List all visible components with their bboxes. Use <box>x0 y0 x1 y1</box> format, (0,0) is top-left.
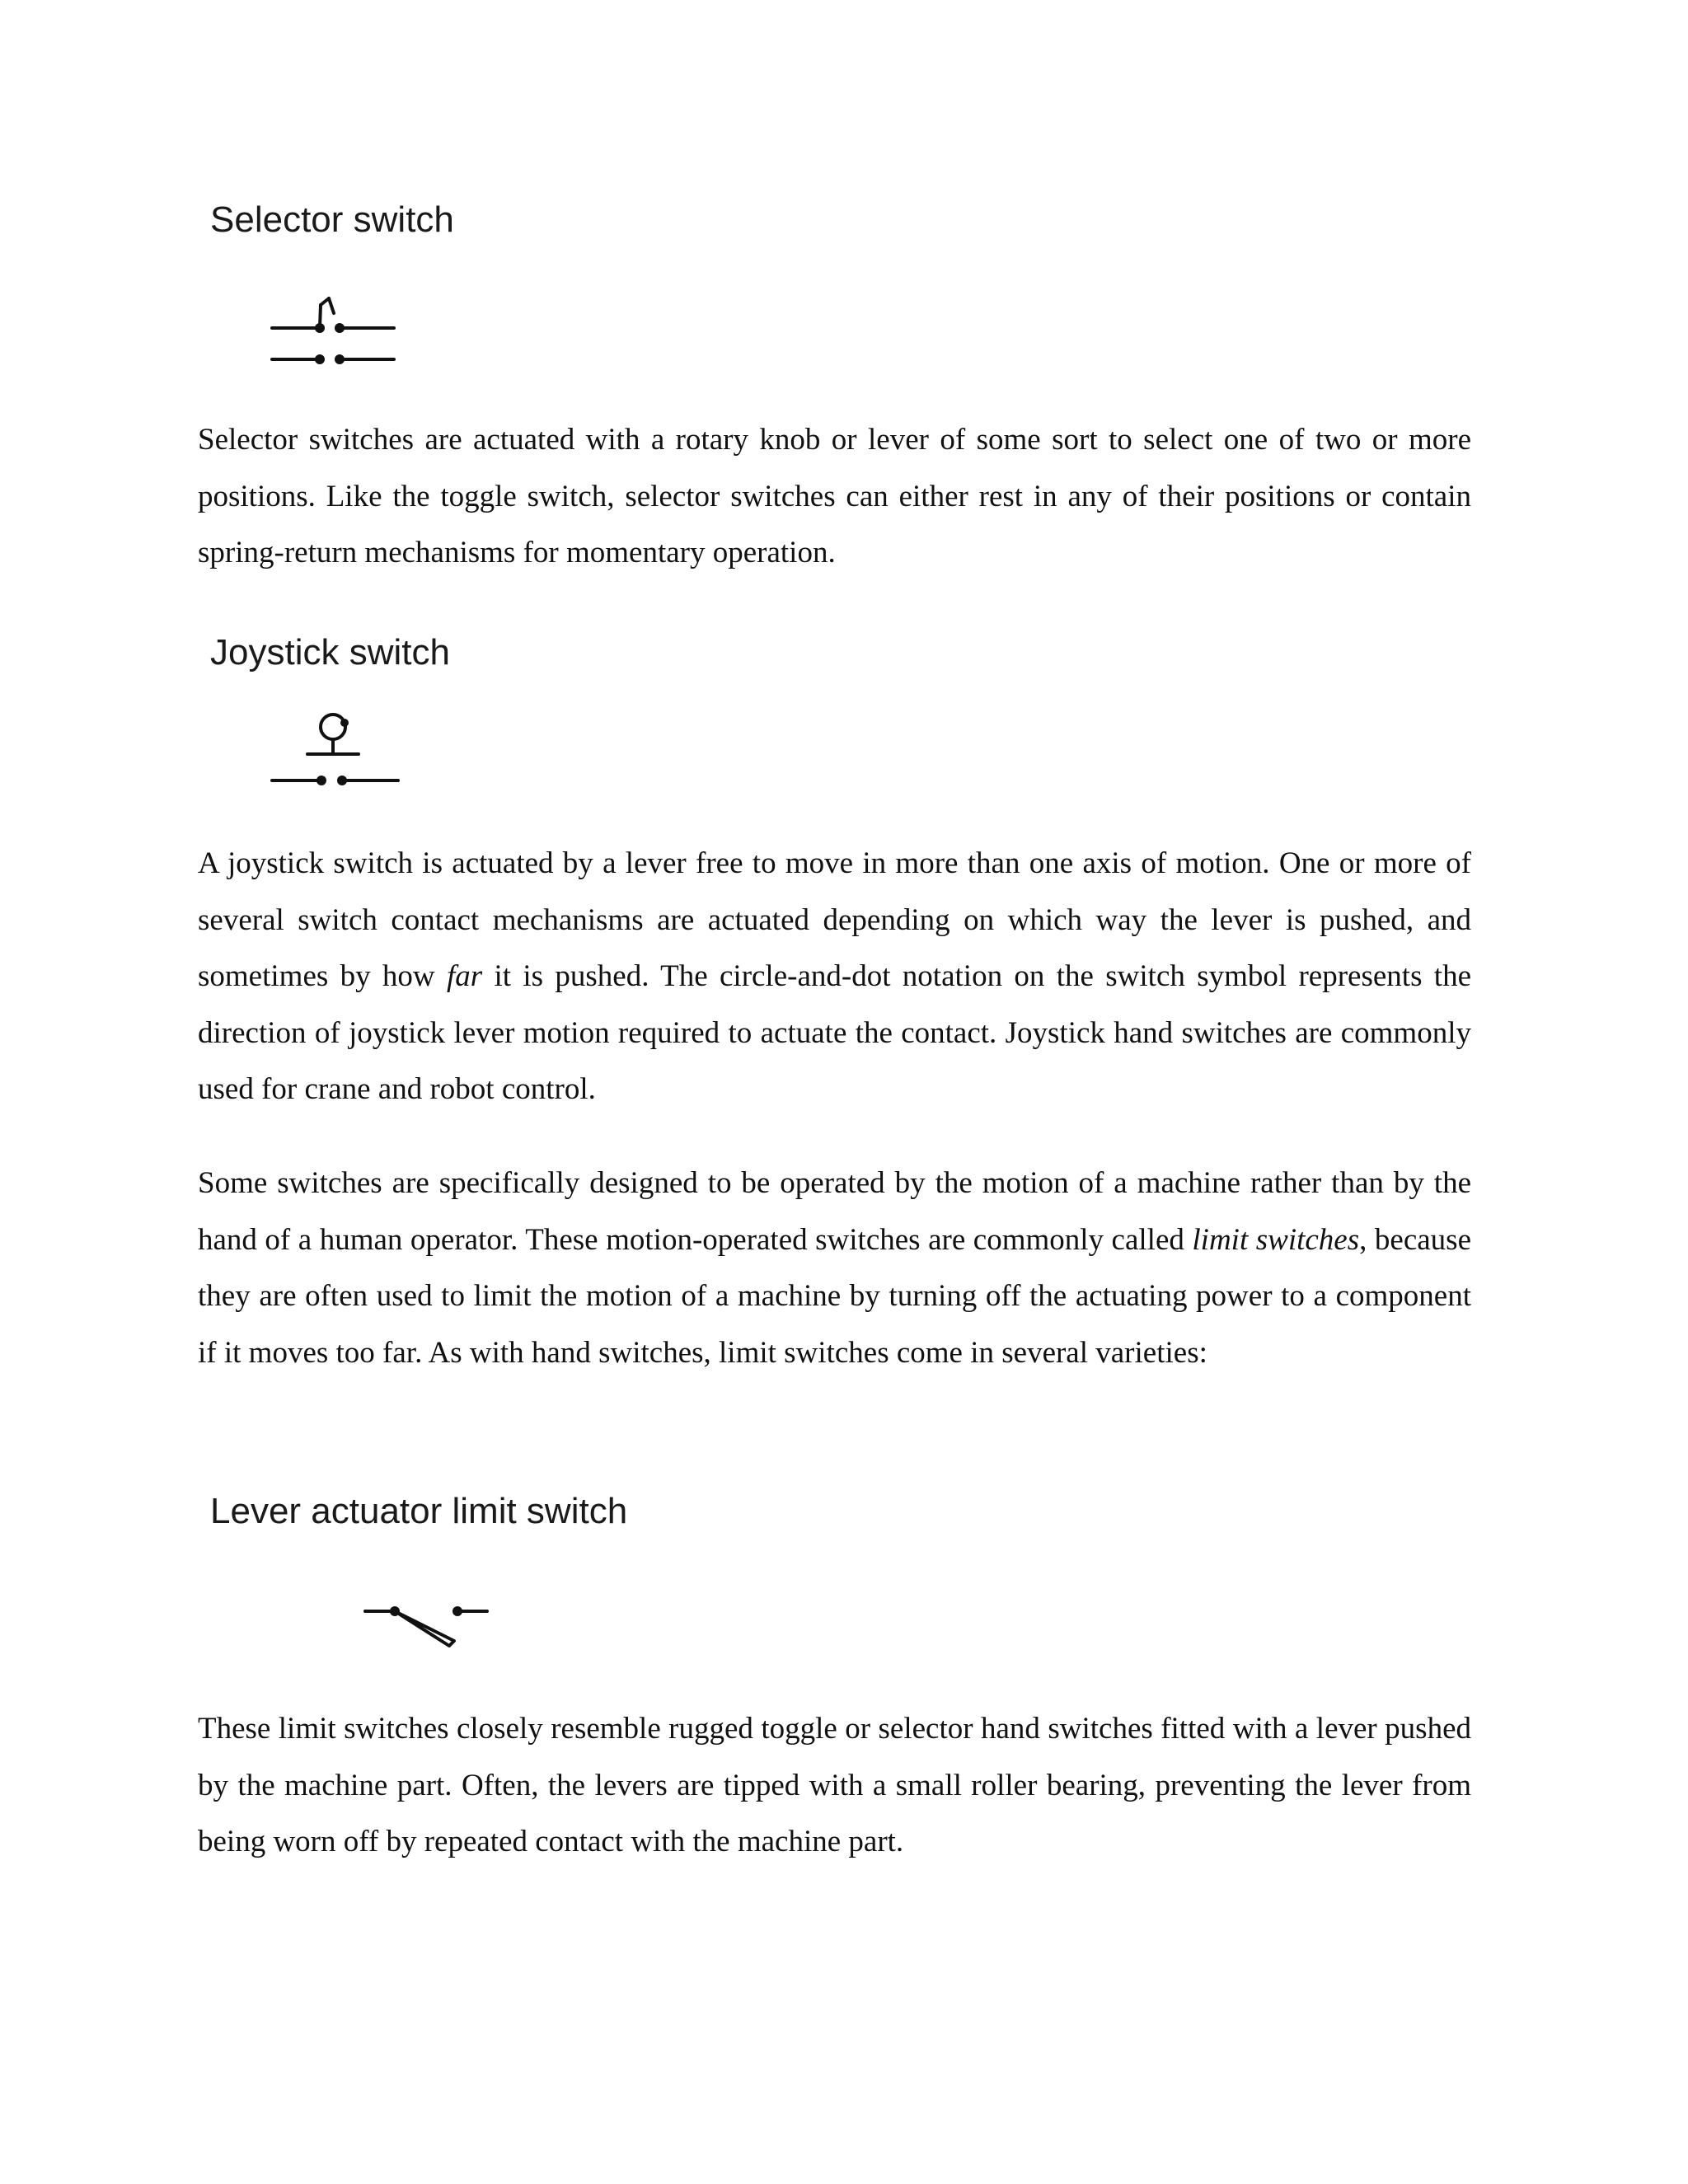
joystick-switch-heading: Joystick switch <box>210 632 450 673</box>
selector-switch-symbol-icon <box>260 288 408 371</box>
selector-switch-paragraph: Selector switches are actuated with a rotary knob or lever of some sort to select one of two or more positions. Like the toggle switch, selector switches can either rest in any of their positions or contain spring-return mechanisms for momentary operation. <box>198 423 1471 569</box>
joystick-paragraph-text-2: it is pushed. The circle-and-dot notation on the switch symbol represents the direction of joystick lever motion required to actuate the contact. Joystick hand switches are commonly used for crane and robot control. <box>198 959 1472 1106</box>
limit-intro-emphasis: limit switches <box>1192 1222 1360 1257</box>
lever-actuator-limit-switch-symbol-icon <box>350 1595 499 1661</box>
limit-intro-text-2: , because they are often used to limit the motion of a machine by turning off the actuating power to a component if it moves too far. As with hand switches, limit switches come in several varieties: <box>198 1222 1471 1370</box>
joystick-paragraph-emphasis: far <box>446 959 483 993</box>
lever-actuator-limit-switch-paragraph: These limit switches closely resemble rugged toggle or selector hand switches fitted with a lever pushed by the machine part. Often, the levers are tipped with a small roller bearing, preventing the lever from being worn off by repeated contact with the machine part. <box>198 1712 1471 1858</box>
limit-intro-text-1: Some switches are specifically designed to be operated by the motion of a machine rather than by the hand of a human operator. These motion-operated switches are commonly called <box>198 1166 1471 1257</box>
lever-actuator-limit-switch-heading: Lever actuator limit switch <box>210 1491 628 1531</box>
joystick-switch-symbol-icon <box>260 707 408 798</box>
selector-switch-heading: Selector switch <box>210 199 454 240</box>
joystick-paragraph-text-1: A joystick switch is actuated by a lever free to move in more than one axis of motion. One or more of several switch contact mechanisms are actuated depending on which way the lever is pushed, and sometimes by how <box>198 846 1471 993</box>
joystick-switch-paragraph <box>198 836 1471 1118</box>
limit-switches-intro-paragraph <box>198 1155 1471 1381</box>
